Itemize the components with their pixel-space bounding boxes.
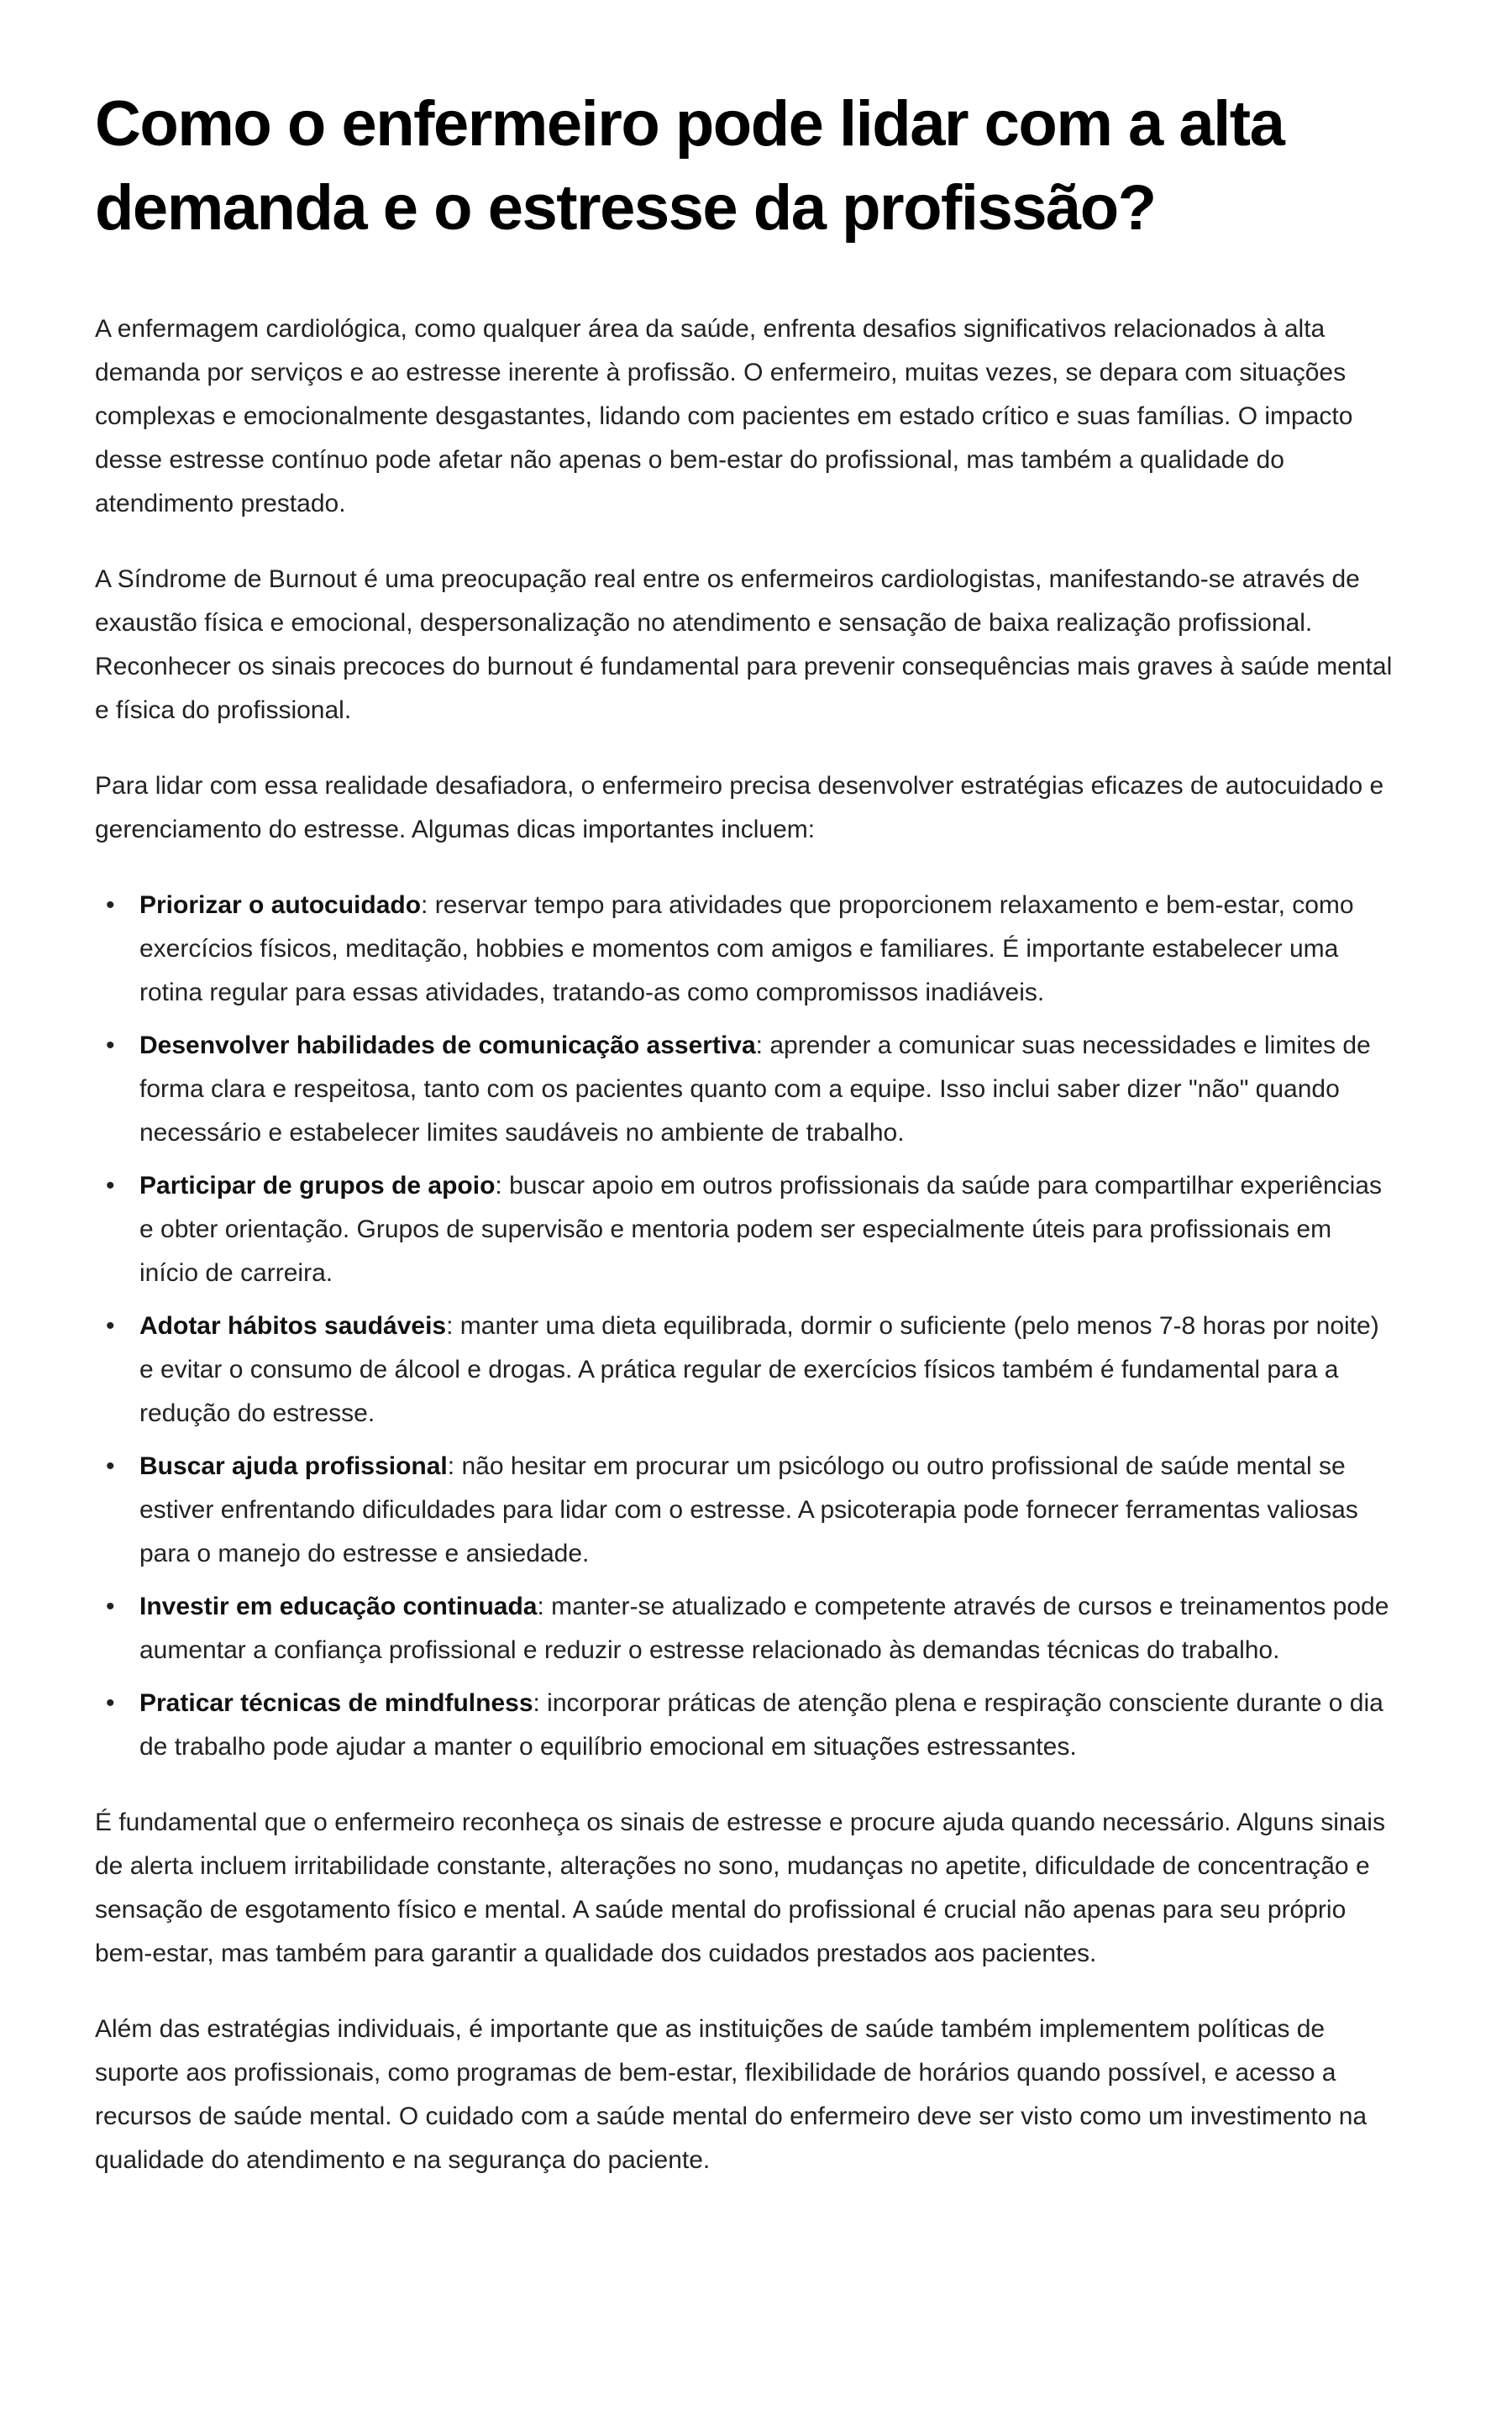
- tip-term: Priorizar o autocuidado: [139, 891, 422, 919]
- tip-term: Desenvolver habilidades de comunicação assertiva: [139, 1032, 756, 1059]
- tip-text: : manter uma dieta equilibrada, dormir o suficiente (pelo menos 7-8 horas por noite) e evitar o consumo de álcool e drogas. A prática regular de exercícios físicos também é fundamental para a redução do estresse.: [139, 1312, 1379, 1427]
- list-item: [106, 1164, 1394, 1295]
- bullet-icon: •: [106, 1689, 115, 1717]
- bullet-icon: •: [106, 1172, 115, 1200]
- tip-text: : incorporar práticas de atenção plena e respiração consciente durante o dia de trabalho pode ajudar a manter o equilíbrio emocional em situações estressantes.: [139, 1689, 1383, 1761]
- page-title: Como o enfermeiro pode lidar com a alta demanda e o estresse da profissão?: [95, 88, 1284, 244]
- intro-paragraph: A enfermagem cardiológica, como qualquer área da saúde, enfrenta desafios significativos relacionados à alta demanda por serviços e ao estresse inerente à profissão. O enfermeiro, muitas vezes, se depara com situações complexas e emocionalmente desgastantes, lidando com pacientes em estado crítico e suas famílias. O impacto desse estresse contínuo pode afetar não apenas o bem-estar do profissional, mas também a qualidade do atendimento prestado.: [95, 315, 1353, 517]
- institutional-support-paragraph: Além das estratégias individuais, é importante que as instituições de saúde também implementem políticas de suporte aos profissionais, como programas de bem-estar, flexibilidade de horários quando possível, e acesso a recursos de saúde mental. O cuidado com a saúde mental do enfermeiro deve ser visto como um investimento na qualidade do atendimento e na segurança do paciente.: [95, 2015, 1368, 2174]
- list-item: [106, 1024, 1394, 1155]
- list-item: [106, 1445, 1394, 1576]
- tip-term: Participar de grupos de apoio: [139, 1172, 496, 1200]
- list-item: [106, 1585, 1394, 1672]
- tip-text: : buscar apoio em outros profissionais da saúde para compartilhar experiências e obter orientação. Grupos de supervisão e mentoria podem ser especialmente úteis para profissionais em início de carreira.: [139, 1172, 1382, 1287]
- list-item: [106, 884, 1394, 1015]
- strategies-intro-paragraph: Para lidar com essa realidade desafiadora, o enfermeiro precisa desenvolver estratégias eficazes de autocuidado e gerenciamento do estresse. Algumas dicas importantes incluem:: [95, 772, 1384, 843]
- tip-text: : aprender a comunicar suas necessidades e limites de forma clara e respeitosa, tanto com os pacientes quanto com a equipe. Isso inclui saber dizer "não" quando necessário e estabelecer limites saudáveis no ambiente de trabalho.: [139, 1032, 1371, 1147]
- tip-text: : reservar tempo para atividades que proporcionem relaxamento e bem-estar, como exercícios físicos, meditação, hobbies e momentos com amigos e familiares. É importante estabelecer uma rotina regular para essas atividades, tratando-as como compromissos inadiáveis.: [139, 891, 1354, 1006]
- bullet-icon: •: [106, 1452, 115, 1480]
- bullet-icon: •: [106, 1312, 115, 1340]
- tip-text: : não hesitar em procurar um psicólogo ou outro profissional de saúde mental se estiver enfrentando dificuldades para lidar com o estresse. A psicoterapia pode fornecer ferramentas valiosas para o manejo do estresse e ansiedade.: [139, 1452, 1358, 1567]
- tip-term: Investir em educação continuada: [139, 1593, 538, 1620]
- list-item: [106, 1682, 1394, 1769]
- tips-list: [95, 884, 1394, 1769]
- bullet-icon: •: [106, 1593, 115, 1620]
- bullet-icon: •: [106, 891, 115, 919]
- warning-signs-paragraph: É fundamental que o enfermeiro reconheça os sinais de estresse e procure ajuda quando necessário. Alguns sinais de alerta incluem irritabilidade constante, alterações no sono, mudanças no apetite, dificuldade de concentração e sensação de esgotamento físico e mental. A saúde mental do profissional é crucial não apenas para seu próprio bem-estar, mas também para garantir a qualidade dos cuidados prestados aos pacientes.: [95, 1809, 1385, 1967]
- tip-term: Buscar ajuda profissional: [139, 1452, 448, 1480]
- tip-term: Adotar hábitos saudáveis: [139, 1312, 447, 1340]
- bullet-icon: •: [106, 1032, 115, 1059]
- burnout-paragraph: A Síndrome de Burnout é uma preocupação real entre os enfermeiros cardiologistas, manifestando-se através de exaustão física e emocional, despersonalização no atendimento e sensação de baixa realização profissional. Reconhecer os sinais precoces do burnout é fundamental para prevenir consequências mais graves à saúde mental e física do profissional.: [95, 565, 1393, 724]
- list-item: [106, 1305, 1394, 1436]
- tip-text: : manter-se atualizado e competente através de cursos e treinamentos pode aumentar a confiança profissional e reduzir o estresse relacionado às demandas técnicas do trabalho.: [139, 1593, 1389, 1664]
- tip-term: Praticar técnicas de mindfulness: [139, 1689, 533, 1717]
